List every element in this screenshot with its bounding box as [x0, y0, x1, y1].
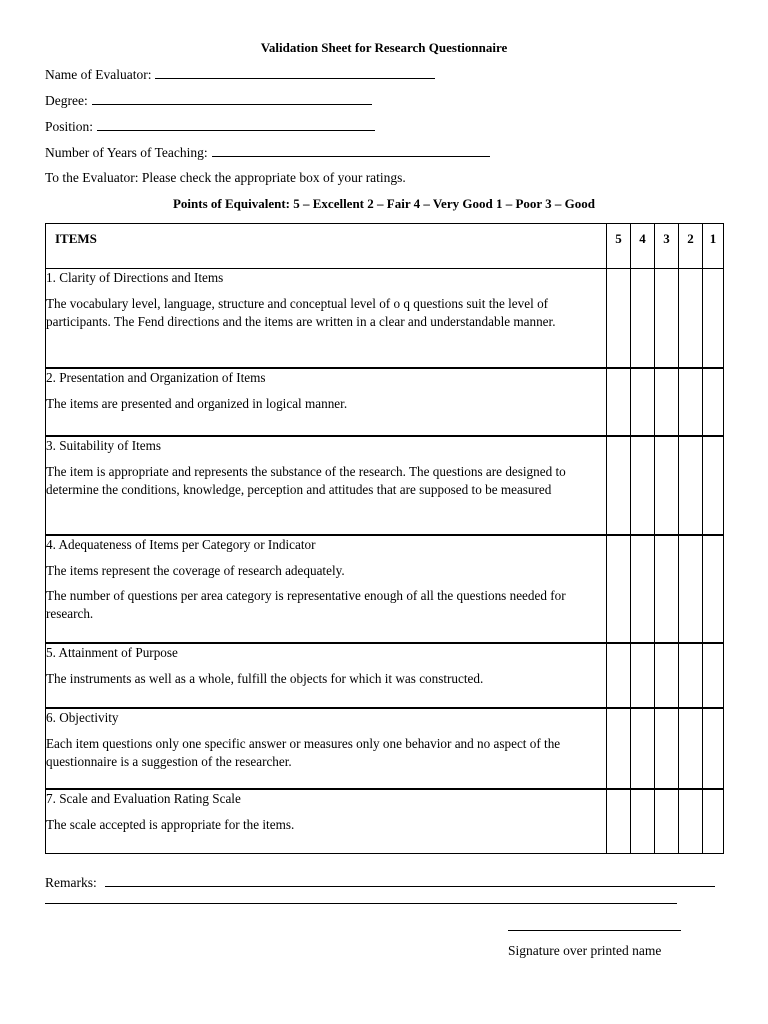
- scale-2-header: 2: [679, 224, 703, 269]
- rating-box-3[interactable]: [655, 643, 679, 708]
- rating-box-4[interactable]: [631, 643, 655, 708]
- rating-box-4[interactable]: [631, 535, 655, 643]
- field-label: Name of Evaluator:: [45, 67, 152, 82]
- evaluator-name-line[interactable]: [155, 66, 435, 79]
- signature-label: Signature over printed name: [508, 943, 662, 958]
- rating-box-5[interactable]: [607, 708, 631, 789]
- item-cell: [46, 789, 607, 854]
- item-cell: [46, 368, 607, 436]
- position-field[interactable]: [45, 118, 375, 135]
- item-cell: [46, 708, 607, 789]
- table-row: [46, 269, 724, 368]
- scale-1-header: 1: [703, 224, 724, 269]
- item-category: 6. Objectivity: [46, 709, 119, 725]
- rating-box-3[interactable]: [655, 436, 679, 535]
- rating-box-2[interactable]: [679, 708, 703, 789]
- field-label: Degree:: [45, 93, 88, 108]
- rating-box-4[interactable]: [631, 789, 655, 854]
- points-legend: Points of Equivalent: 5 – Excellent 2 – Fair 4 – Very Good 1 – Poor 3 – Good: [172, 196, 596, 211]
- rating-box-3[interactable]: [655, 269, 679, 368]
- field-label: Position:: [45, 119, 94, 134]
- item-category: 4. Adequateness of Items per Category or Indicator: [46, 536, 316, 552]
- rating-box-3[interactable]: [655, 535, 679, 643]
- item-category: 7. Scale and Evaluation Rating Scale: [46, 790, 241, 806]
- rating-box-5[interactable]: [607, 789, 631, 854]
- rating-box-2[interactable]: [679, 643, 703, 708]
- item-cell: [46, 535, 607, 643]
- item-description: The items represent the coverage of research adequately.: [46, 562, 345, 578]
- signature-line[interactable]: [508, 930, 681, 931]
- rating-box-4[interactable]: [631, 368, 655, 436]
- years-teaching-field[interactable]: [45, 144, 490, 161]
- position-line[interactable]: [97, 118, 375, 131]
- rating-box-1[interactable]: [703, 789, 724, 854]
- field-label: Number of Years of Teaching:: [45, 145, 208, 160]
- table-row: [46, 436, 724, 535]
- degree-field[interactable]: [45, 92, 372, 109]
- item-description: The scale accepted is appropriate for the items.: [46, 816, 295, 832]
- rating-box-4[interactable]: [631, 269, 655, 368]
- remarks-line-2[interactable]: [45, 903, 677, 904]
- items-header: ITEMS: [46, 224, 607, 269]
- rating-box-2[interactable]: [679, 789, 703, 854]
- rating-table: [45, 223, 724, 854]
- item-cell: [46, 643, 607, 708]
- table-row: [46, 643, 724, 708]
- rating-box-1[interactable]: [703, 535, 724, 643]
- item-description: The number of questions per area category is representative enough of all the questions needed for research.: [46, 587, 566, 621]
- table-row: [46, 708, 724, 789]
- scale-5-header: 5: [607, 224, 631, 269]
- rating-box-5[interactable]: [607, 535, 631, 643]
- scale-3-header: 3: [655, 224, 679, 269]
- rating-box-1[interactable]: [703, 269, 724, 368]
- rating-box-3[interactable]: [655, 368, 679, 436]
- rating-box-3[interactable]: [655, 708, 679, 789]
- item-description: The vocabulary level, language, structure and conceptual level of o q questions suit the level of participants. The Fend directions and the items are written in a clear and understandable manner.: [46, 296, 556, 329]
- item-cell: [46, 436, 607, 535]
- item-description: The instruments as well as a whole, fulfill the objects for which it was constructed.: [46, 670, 484, 686]
- item-cell: [46, 269, 607, 368]
- instruction-text: To the Evaluator: Please check the appropriate box of your ratings.: [45, 170, 406, 185]
- table-row: [46, 535, 724, 643]
- rating-box-5[interactable]: [607, 436, 631, 535]
- rating-box-4[interactable]: [631, 708, 655, 789]
- rating-box-1[interactable]: [703, 368, 724, 436]
- rating-box-3[interactable]: [655, 789, 679, 854]
- table-row: [46, 789, 724, 854]
- item-description: The item is appropriate and represents the substance of the research. The questions are designed to determine the conditions, knowledge, perception and attitudes that are supposed to be measured: [46, 463, 566, 497]
- table-header-row: [46, 224, 724, 269]
- rating-box-1[interactable]: [703, 436, 724, 535]
- page-title: Validation Sheet for Research Questionnaire: [260, 40, 508, 55]
- rating-box-5[interactable]: [607, 643, 631, 708]
- rating-box-1[interactable]: [703, 708, 724, 789]
- rating-box-1[interactable]: [703, 643, 724, 708]
- years-teaching-line[interactable]: [212, 144, 490, 157]
- rating-box-2[interactable]: [679, 436, 703, 535]
- degree-line[interactable]: [92, 92, 372, 105]
- rating-box-2[interactable]: [679, 535, 703, 643]
- item-category: 3. Suitability of Items: [46, 437, 162, 453]
- item-category: 2. Presentation and Organization of Items: [46, 369, 266, 385]
- table-row: [46, 368, 724, 436]
- item-description: The items are presented and organized in logical manner.: [46, 395, 348, 411]
- evaluator-name-field[interactable]: [45, 66, 435, 83]
- remarks-line[interactable]: [105, 874, 715, 887]
- item-category: 5. Attainment of Purpose: [46, 644, 178, 660]
- rating-box-2[interactable]: [679, 269, 703, 368]
- scale-4-header: 4: [631, 224, 655, 269]
- rating-box-4[interactable]: [631, 436, 655, 535]
- rating-box-5[interactable]: [607, 269, 631, 368]
- remarks-label: Remarks:: [45, 875, 97, 890]
- remarks-field[interactable]: [45, 874, 715, 891]
- item-category: 1. Clarity of Directions and Items: [46, 270, 224, 285]
- rating-box-5[interactable]: [607, 368, 631, 436]
- rating-box-2[interactable]: [679, 368, 703, 436]
- item-description: Each item questions only one specific answer or measures only one behavior and no aspect of the questionnaire is a suggestion of the researcher.: [46, 735, 561, 769]
